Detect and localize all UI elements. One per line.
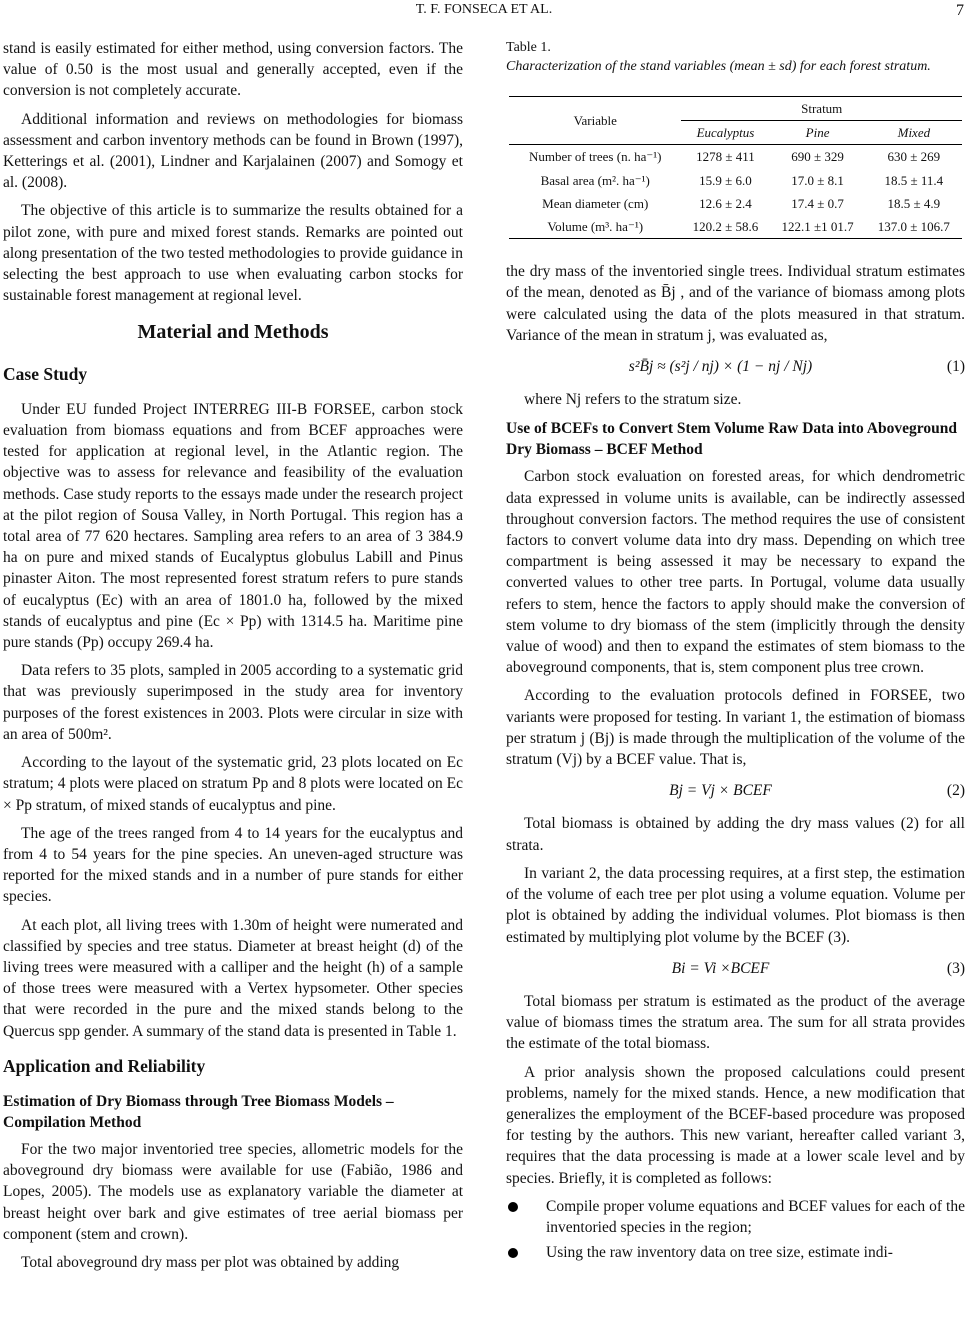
list-item: [506, 1242, 965, 1263]
list-item-text: Using the raw inventory data on tree size, estimate indi-: [546, 1244, 893, 1262]
subsubsection-heading: Use of BCEFs to Convert Stem Volume Raw Data into Aboveground Dry Biomass – BCEF Method: [506, 420, 957, 459]
table-cell: 18.5 ± 4.9: [887, 195, 941, 211]
table-cell: Number of trees (n. ha⁻¹): [529, 149, 662, 165]
paragraph: Carbon stock evaluation on forested areas, for which dendrometric data expressed in volume units is available, can be indirectly assessed throughout conversion factors. The method requires the use of consistent factors to convert volume data into dry mass. Depending on which tree compartment is being assessed it may be necessary to expand the converted values to other tree parts. In Portugal, volume data usually refers to stem, hence the factors to apply should make the conversion of stem volume to dry biomass of the stem (implicitly through the density value of wood) and then to expand the estimates of stem biomass to the aboveground components, that is, stem component plus tree crown.: [506, 468, 965, 677]
equation-1: [506, 356, 965, 377]
subsection-heading: Case Study: [3, 363, 88, 384]
table-cell: 137.0 ± 106.7: [866, 215, 962, 239]
bullet-icon: [508, 1248, 518, 1258]
table-cell: 15.9 ± 6.0: [699, 172, 752, 188]
equation-formula: s²B̄j ≈ (s²j / nj) × (1 − nj / Nj): [628, 358, 813, 376]
paragraph: In variant 2, the data processing requires, at a first step, the estimation of the volume of each tree per plot using a volume equation. Volume per plot is obtained by adding the individual volumes. Plot biomass is then estimated by multiplying plot volume by the BCEF (3).: [506, 864, 965, 946]
equation-number: (1): [946, 358, 965, 376]
equation-formula: Bj = Vj × BCEF: [669, 782, 772, 800]
paragraph: Under EU funded Project INTERREG III-B FORSEE, carbon stock evaluation from biomass equations and from BCEF approaches were tested for application at regional level, in the Atlantic region. The objective was to assess for relevance and feasibility of the evaluation methods. Case study reports to the essays made under the research project at the pilot region of Sousa Valley, in North Portugal. This region has a total area of 77 620 hectares. Sampling area refers to an area of 3 384.9 ha on pure and mixed stands of Eucalyptus globulus Labill and Pinus pinaster Aiton. The most represented forest stratum refers to pure stands of eucalyptus (Ec) with an area of 1801.0 ha, followed by the mixed stands of eucalyptus and pine (Ec × Pp) with 1314.5 ha. Maritime pine pure stands (Pp) occupy 269.4 ha.: [3, 400, 463, 652]
table-row: [509, 169, 962, 192]
table-cell: 17.4 ± 0.7: [791, 195, 844, 211]
bullet-icon: [508, 1202, 518, 1212]
table-cell: Basal area (m². ha⁻¹): [540, 172, 650, 188]
table-header-stratum: Stratum: [681, 97, 962, 121]
paragraph: For the two major inventoried tree species, allometric models for the aboveground dry biomass were available for use (Fabião, 1986 and Lopes, 2005). The models use as explanatory variable the diameter at breast height over bark and give estimates of tree aerial biomass per component (stem and crown).: [3, 1140, 463, 1243]
table-label: Table 1.: [506, 40, 551, 55]
table-cell: 1278 ± 411: [696, 149, 755, 165]
running-head: T. F. FONSECA ET AL.: [415, 2, 553, 17]
paragraph: The objective of this article is to summarize the results obtained for a pilot zone, with pure and mixed forest stands. Remarks are pointed out along presentation of the two tested methodologies to provide guidance in selecting the best approach to use when evaluating carbon stocks for sustainable forest management at regional level.: [3, 202, 463, 305]
equation-number: (3): [946, 959, 965, 977]
equation-3: [506, 958, 965, 979]
table-cell: 122.1 ±1 01.7: [769, 215, 865, 239]
page-number: 7: [956, 2, 964, 19]
table-cell: 630 ± 269: [887, 149, 941, 165]
table-row: [509, 145, 962, 169]
table-caption: [506, 38, 965, 76]
bullet-list: [506, 1196, 965, 1264]
table-cell: 120.2 ± 58.6: [681, 215, 769, 239]
subsubsection-heading: Estimation of Dry Biomass through Tree Biomass Models – Compilation Method: [3, 1092, 394, 1131]
equation-number: (2): [946, 782, 965, 800]
paragraph: Total biomass per stratum is estimated as the product of the average value of biomass times the stratum area. The sum for all strata provides the estimate of the total biomass.: [506, 992, 965, 1053]
table-cell: 17.0 ± 8.1: [791, 172, 844, 188]
right-column: [506, 38, 965, 1267]
table-header-variable: Variable: [509, 97, 681, 145]
paragraph: Data refers to 35 plots, sampled in 2005 according to a systematic grid that was previously superimposed in the study area for inventory purposes of the forest existences in 2003. Plots were circular in size with an area of 500m².: [3, 662, 463, 743]
table-header-pine: Pine: [769, 121, 865, 145]
list-item: [506, 1196, 965, 1238]
table-cell: 18.5 ± 11.4: [884, 172, 944, 188]
equation-2: [506, 780, 965, 801]
paragraph: A prior analysis shown the proposed calculations could present problems, namely for the mixed stands. Hence, a new modification that generalizes the employment of the BCEF-based procedure was proposed for testing by the authors. This new variant, hereafter called variant 3, requires that the data processing is made at a lower scale level and by species. Briefly, it is completed as follows:: [506, 1063, 965, 1187]
paragraph: Total aboveground dry mass per plot was obtained by adding: [21, 1253, 400, 1271]
table-caption-text: Characterization of the stand variables (mean ± sd) for each forest stratum.: [506, 59, 931, 74]
left-column: [3, 38, 463, 1280]
paragraph: Additional information and reviews on methodologies for biomass assessment and carbon inventory methods can be found in Brown (1997), Ketterings et al. (2001), Lindner and Karjalainen (2007) and Somogy et al. (2008).: [3, 110, 463, 192]
paragraph: the dry mass of the inventoried single trees. Individual stratum estimates of the mean, denoted as B̄j , and of the variance of biomass among plots were calculated using the data of the plots measured in that stratum. Variance of the mean in stratum j, was evaluated as,: [506, 263, 965, 344]
table-cell: Mean diameter (cm): [542, 195, 649, 211]
table-header-eucalyptus: Eucalyptus: [681, 121, 769, 145]
equation-formula: Bi = Vi ×BCEF: [671, 959, 770, 977]
section-heading: Material and Methods: [137, 321, 329, 344]
subsection-heading: Application and Reliability: [3, 1055, 206, 1076]
paragraph: The age of the trees ranged from 4 to 14 years for the eucalyptus and from 4 to 54 years for the pine species. An uneven-aged structure was reported for the mixed stands and in a number of pure stands for either species.: [3, 824, 463, 906]
table-row: [509, 192, 962, 215]
list-item-text: Compile proper volume equations and BCEF values for each of the inventoried species in the region;: [546, 1197, 965, 1236]
paragraph: At each plot, all living trees with 1.30m of height were numerated and classified by species and tree status. Diameter at breast height (d) of the living trees were measured with a calliper and the height (h) of a sample of those trees were measured with a Vertex hypsometer. Other species that were recorded in the pure and the mixed stands belong to the Quercus spp gender. A summary of the stand data is presented in Table 1.: [3, 916, 463, 1040]
running-header: [0, 2, 968, 22]
paragraph: where Nj refers to the stratum size.: [524, 391, 742, 409]
table-cell: Volume (m³. ha⁻¹): [509, 215, 681, 239]
table-header-mixed: Mixed: [866, 121, 962, 145]
stand-variables-table: [509, 96, 962, 239]
paragraph: stand is easily estimated for either method, using conversion factors. The value of 0.50 is the most usual and generally accepted, even if the conversion is not completely accurate.: [3, 40, 463, 100]
table-cell: 690 ± 329: [791, 149, 844, 165]
paragraph: According to the evaluation protocols defined in FORSEE, two variants were proposed for testing. In variant 1, the estimation of biomass per stratum j (Bj) is made through the multiplication of the volume of the stratum (Vj) by a BCEF value. That is,: [506, 687, 965, 769]
paragraph: Total biomass is obtained by adding the dry mass values (2) for all strata.: [506, 815, 965, 854]
table-row: [509, 215, 962, 239]
table-cell: 12.6 ± 2.4: [699, 195, 752, 211]
paragraph: According to the layout of the systematic grid, 23 plots located on Ec stratum; 4 plots were placed on stratum Pp and 8 plots were located on Ec × Pp stratum, of mixed stands of eucalyptus and pine.: [3, 754, 463, 814]
